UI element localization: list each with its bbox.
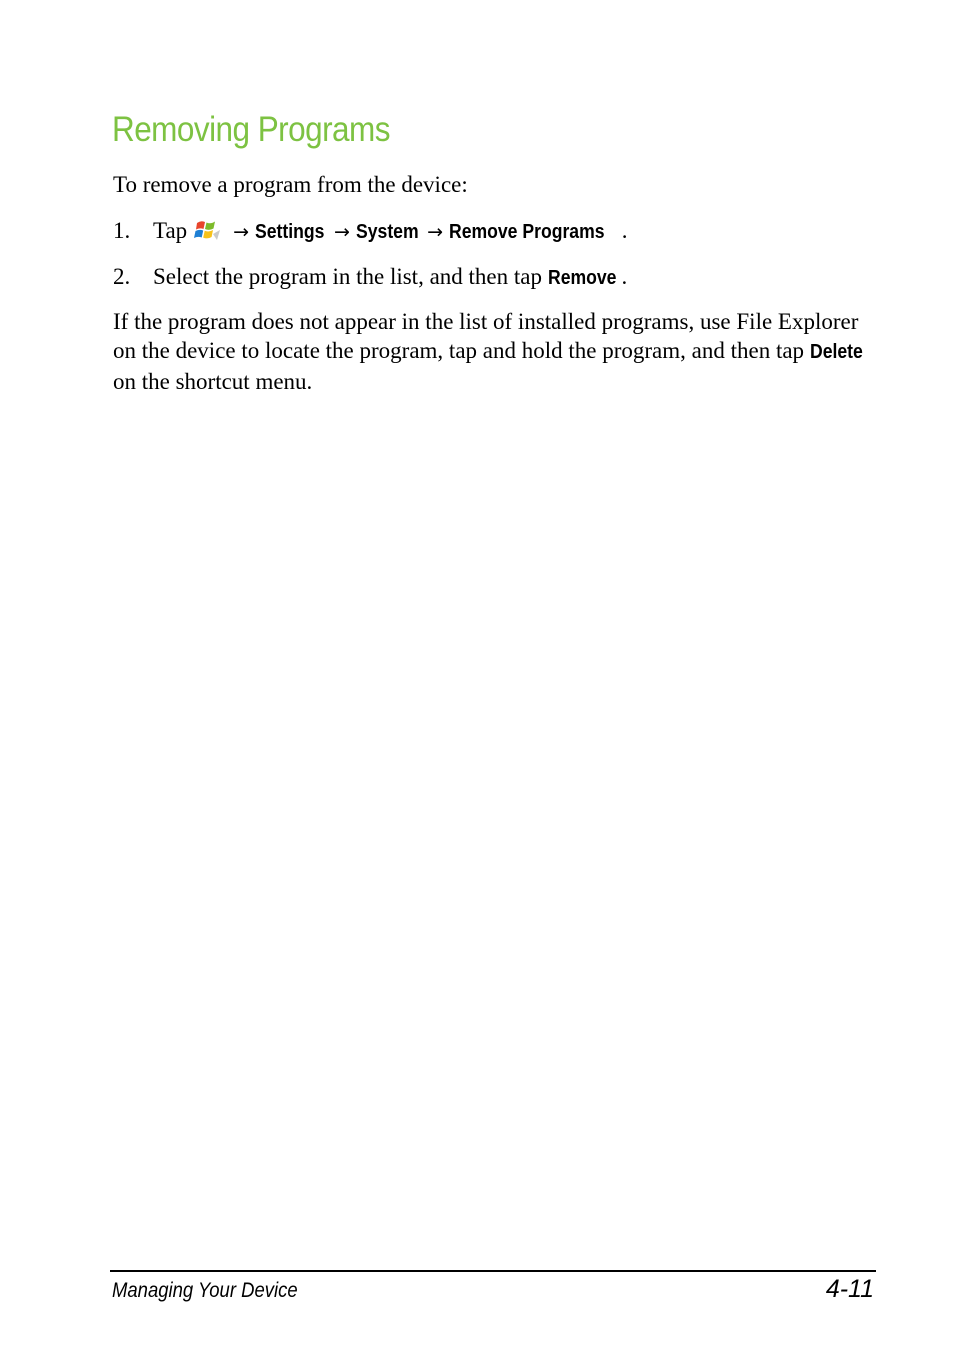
- page-number: 4-11: [825, 1275, 874, 1303]
- arrow-right-icon: →: [427, 221, 443, 243]
- step-number: 2.: [113, 264, 131, 289]
- footer-section-title: Managing Your Device: [112, 1279, 298, 1302]
- step-2: [113, 262, 627, 293]
- arrow-right-icon: →: [333, 221, 350, 243]
- step-period: .: [621, 218, 628, 243]
- remove-label: Remove: [547, 267, 617, 289]
- step-1: [113, 216, 627, 247]
- step-text: Tap: [153, 218, 188, 243]
- system-label: System: [355, 221, 419, 243]
- delete-label: Delete: [809, 341, 863, 363]
- paragraph-text: If the program does not appear in the list of installed programs, use File Explorer on the device to locate the program, tap and hold the program, and then tap: [113, 309, 859, 363]
- paragraph-text-end: on the shortcut menu.: [113, 369, 313, 394]
- page-title: Removing Programs: [112, 110, 390, 149]
- step-number: 1.: [113, 218, 131, 243]
- arrow-right-icon: →: [233, 221, 250, 243]
- intro-text: To remove a program from the device:: [113, 172, 468, 197]
- body-paragraph: [113, 307, 883, 396]
- footer-divider: [110, 1270, 876, 1272]
- settings-label: Settings: [255, 221, 325, 243]
- step-text: Select the program in the list, and then tap: [153, 264, 548, 289]
- step-period: .: [621, 264, 628, 289]
- remove-programs-label: Remove Programs: [448, 221, 605, 243]
- windows-start-icon: [193, 218, 221, 242]
